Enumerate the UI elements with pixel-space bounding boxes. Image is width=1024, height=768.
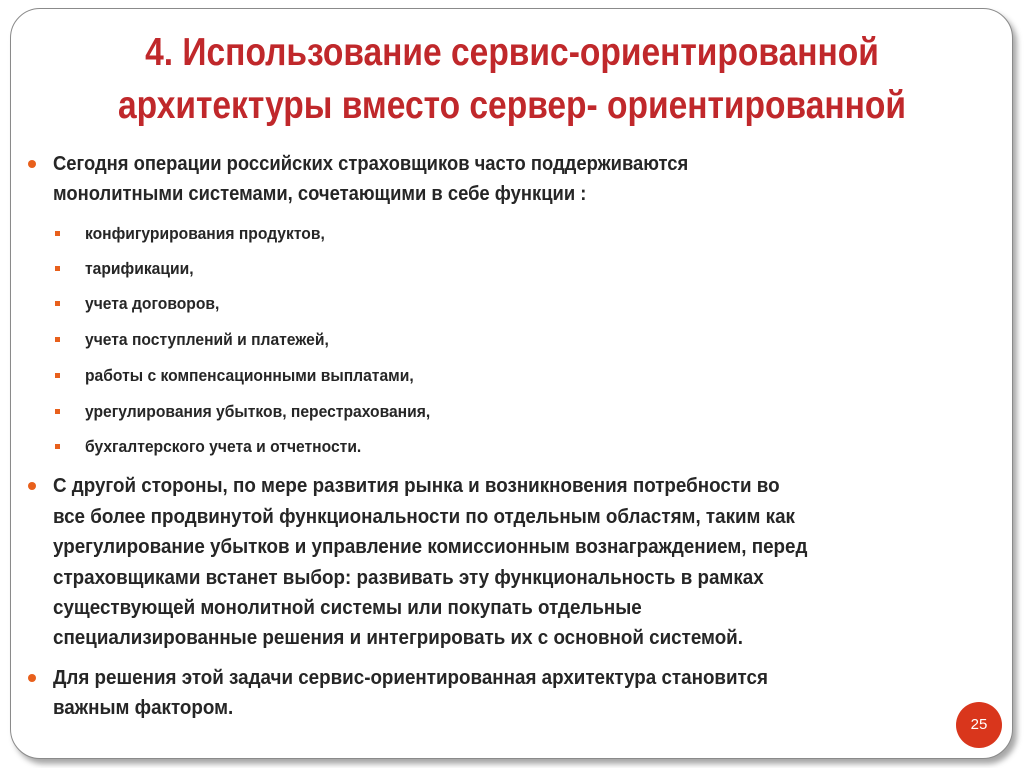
sub-item-6: урегулирования убытков, перестрахования, bbox=[85, 402, 431, 421]
sub-bullet-square bbox=[55, 231, 60, 236]
bullet-3-line-1: Для решения этой задачи сервис-ориентированная архитектура становится bbox=[53, 667, 768, 689]
sub-item-1: конфигурирования продуктов, bbox=[85, 224, 325, 243]
sub-bullet-square bbox=[55, 444, 60, 449]
bullet-2-line-2: все более продвинутой функциональности по отдельным областям, таким как bbox=[53, 506, 795, 528]
bullet-2-line-4: страховщиками встанет выбор: развивать эту функциональность в рамках bbox=[53, 567, 764, 589]
sub-bullet-square bbox=[55, 301, 60, 306]
sub-bullet-square bbox=[55, 373, 60, 378]
sub-bullet-square bbox=[55, 409, 60, 414]
sub-item-3: учета договоров, bbox=[85, 294, 220, 313]
title-line-1: 4. Использование сервис-ориентированной bbox=[145, 31, 879, 74]
bullet-1-line-2: монолитными системами, сочетающими в себе функции : bbox=[53, 183, 587, 205]
bullet-dot bbox=[28, 482, 36, 490]
sub-item-2: тарификации, bbox=[85, 259, 194, 278]
sub-item-5: работы с компенсационными выплатами, bbox=[85, 366, 414, 385]
page-number-badge: 25 bbox=[956, 702, 1002, 748]
sub-bullet-square bbox=[55, 266, 60, 271]
title-line-2: архитектуры вместо сервер- ориентированной bbox=[117, 84, 906, 127]
bullet-2-line-6: специализированные решения и интегрировать их с основной системой. bbox=[53, 627, 743, 649]
bullet-dot bbox=[28, 160, 36, 168]
sub-bullet-square bbox=[55, 337, 60, 342]
bullet-1-line-1: Сегодня операции российских страховщиков часто поддерживаются bbox=[53, 153, 689, 175]
bullet-2-line-3: урегулирование убытков и управление комиссионным вознаграждением, перед bbox=[53, 536, 808, 558]
sub-item-4: учета поступлений и платежей, bbox=[85, 330, 329, 349]
bullet-2-line-1: С другой стороны, по мере развития рынка и возникновения потребности во bbox=[53, 475, 780, 497]
bullet-2-line-5: существующей монолитной системы или покупать отдельные bbox=[53, 597, 642, 619]
sub-item-7: бухгалтерского учета и отчетности. bbox=[85, 437, 362, 456]
bullet-dot bbox=[28, 674, 36, 682]
bullet-3-line-2: важным фактором. bbox=[53, 697, 234, 719]
